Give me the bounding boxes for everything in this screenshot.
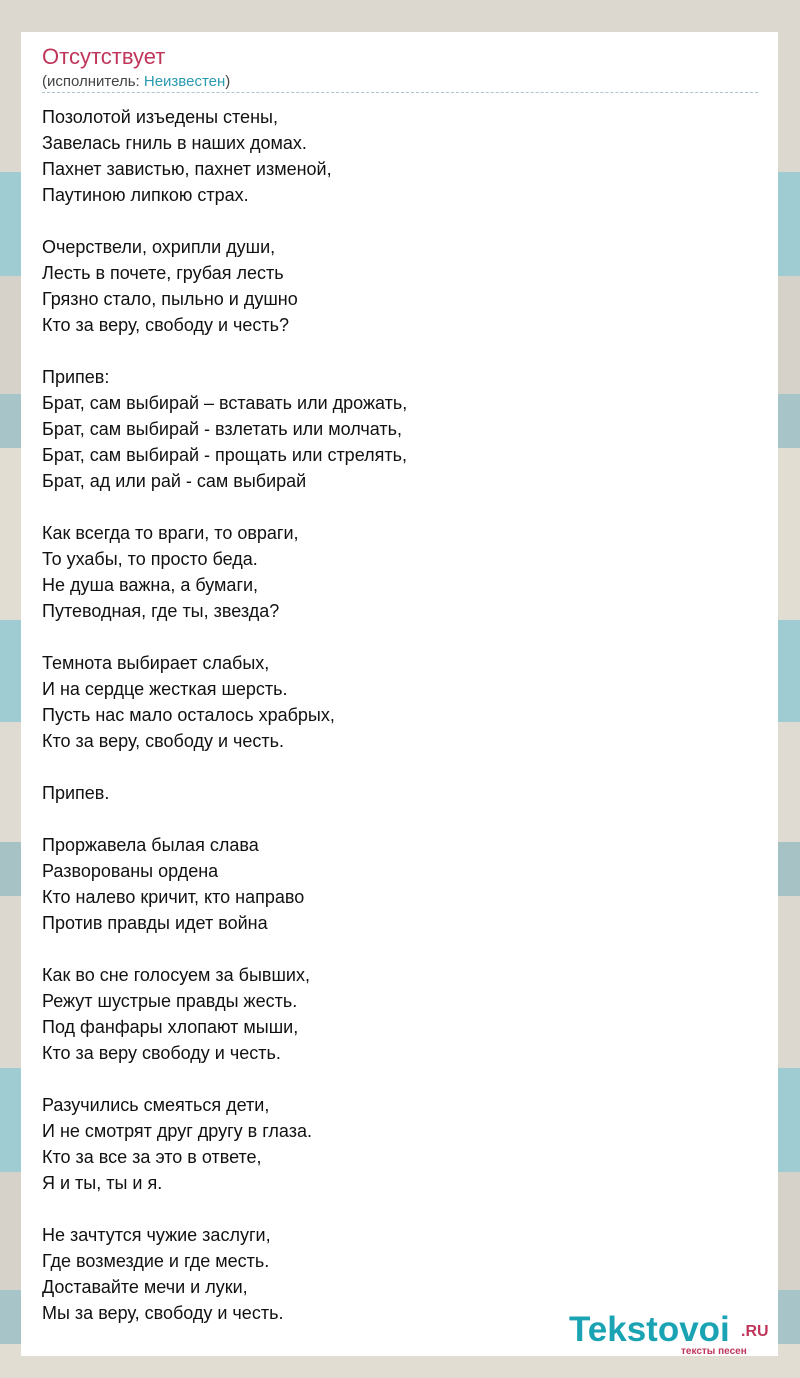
lyric-line: Паутиною липкою страх. xyxy=(42,185,249,205)
lyric-line: Кто за веру свободу и честь. xyxy=(42,1043,281,1063)
lyric-line: Брат, сам выбирай - взлетать или молчать, xyxy=(42,419,402,439)
lyric-line: Кто за все за это в ответе, xyxy=(42,1147,262,1167)
lyric-line: Брат, сам выбирай – вставать или дрожать, xyxy=(42,393,408,413)
lyric-line: Позолотой изъедены стены, xyxy=(42,107,278,127)
lyrics-stanza xyxy=(42,962,742,1066)
lyric-line: Пусть нас мало осталось храбрых, xyxy=(42,705,335,725)
lyric-line: Как во сне голосуем за бывших, xyxy=(42,965,310,985)
lyric-line: Темнота выбирает слабых, xyxy=(42,653,270,673)
lyrics-stanza xyxy=(42,1092,742,1196)
lyrics-stanza xyxy=(42,780,742,806)
lyric-line: Проржавела былая слава xyxy=(42,835,259,855)
lyrics-stanza xyxy=(42,832,742,936)
artist-line xyxy=(42,73,230,90)
lyric-line: Разворованы ордена xyxy=(42,861,219,881)
lyrics-stanza xyxy=(42,234,742,338)
logo-domain: .RU xyxy=(741,1323,769,1340)
logo-subtitle: тексты песен xyxy=(681,1346,747,1357)
lyric-line: Припев: xyxy=(42,367,110,387)
artist-suffix: ) xyxy=(225,73,231,90)
lyric-line: Кто за веру, свободу и честь. xyxy=(42,731,285,751)
title-divider xyxy=(42,92,758,93)
lyrics-stanza xyxy=(42,520,742,624)
lyric-line: Разучились смеяться дети, xyxy=(42,1095,270,1115)
lyrics-stanza xyxy=(42,364,742,494)
lyric-line: Мы за веру, свободу и честь. xyxy=(42,1303,284,1323)
lyric-line: Завелась гниль в наших домах. xyxy=(42,133,307,153)
lyric-line: Пахнет завистью, пахнет изменой, xyxy=(42,159,332,179)
artist-link[interactable]: Неизвестен xyxy=(143,73,226,90)
lyric-line: Очерствели, охрипли души, xyxy=(42,237,276,257)
lyrics-text xyxy=(42,104,742,1352)
lyric-line: То ухабы, то просто беда. xyxy=(42,549,258,569)
lyric-line: Путеводная, где ты, звезда? xyxy=(42,601,280,621)
lyric-line: Как всегда то враги, то овраги, xyxy=(42,523,299,543)
lyric-line: И на сердце жесткая шерсть. xyxy=(42,679,288,699)
lyric-line: Доставайте мечи и луки, xyxy=(42,1277,248,1297)
lyric-line: Не зачтутся чужие заслуги, xyxy=(42,1225,271,1245)
lyrics-card xyxy=(21,32,778,1356)
song-title: Отсутствует xyxy=(42,44,166,69)
lyric-line: Брат, ад или рай - сам выбирай xyxy=(42,471,307,491)
lyric-line: Кто за веру, свободу и честь? xyxy=(42,315,290,335)
lyric-line: Лесть в почете, грубая лесть xyxy=(42,263,284,283)
lyric-line: Я и ты, ты и я. xyxy=(42,1173,163,1193)
lyric-line: Брат, сам выбирай - прощать или стрелять, xyxy=(42,445,407,465)
lyric-line: Режут шустрые правды жесть. xyxy=(42,991,298,1011)
lyric-line: Против правды идет война xyxy=(42,913,268,933)
lyrics-stanza xyxy=(42,104,742,208)
lyric-line: Где возмездие и где месть. xyxy=(42,1251,270,1271)
lyric-line: Не душа важна, а бумаги, xyxy=(42,575,259,595)
lyrics-stanza xyxy=(42,650,742,754)
logo-wordmark: Tekstovoi xyxy=(569,1310,730,1349)
lyric-line: Под фанфары хлопают мыши, xyxy=(42,1017,299,1037)
lyric-line: Кто налево кричит, кто направо xyxy=(42,887,305,907)
site-logo[interactable] xyxy=(569,1310,779,1358)
artist-prefix: (исполнитель: xyxy=(42,73,144,90)
lyric-line: Грязно стало, пыльно и душно xyxy=(42,289,298,309)
lyric-line: И не смотрят друг другу в глаза. xyxy=(42,1121,312,1141)
lyric-line: Припев. xyxy=(42,783,110,803)
